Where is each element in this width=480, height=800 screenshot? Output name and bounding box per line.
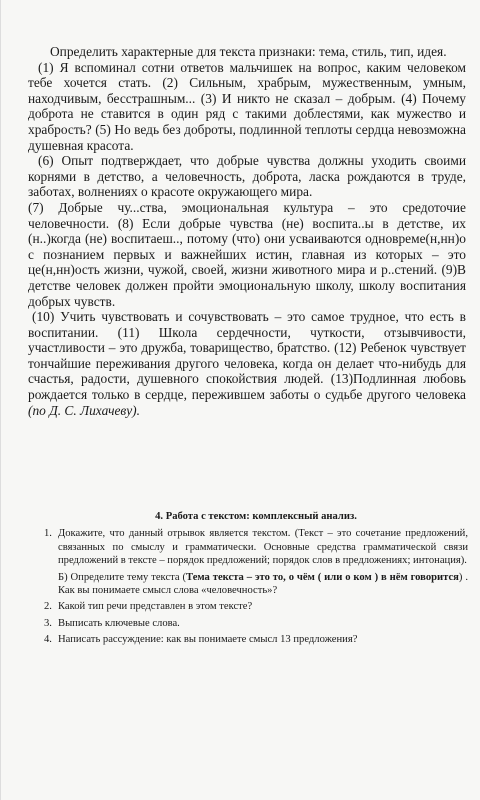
paragraph-4-text: (10) Учить чувствовать и сочувствовать – это самое трудное, что есть в воспитании. (11) Школа сердечности, чуткости, отзывчивости, участливости – это дружба, товарищество, братство. (12) Ребенок чувствует тончайшие переживания другого человека, когда он делает что-нибудь для счастья, радости, душевного спокойствия людей. (13)Подлинная любовь рождается только в сердце, пережившем заботы о судьбе другого человека xyxy=(28,309,466,403)
task-intro: Определить характерные для текста признаки: тема, стиль, тип, идея. xyxy=(50,44,447,59)
paragraph-3: (7) Добрые чу...ства, эмоциональная культура – это средоточие человечности. (8) Если добрые чувства (не) воспита..ы в детстве, их (н..)когда (не) воспитаеш.., потому (что) они усваиваются одновреме(н,нн)о с познанием первых и важнейших истин, главная из которых – это це(н,нн)ость жизни, чужой, своей, жизни животного мира и р..стений. (9)В детстве человек должен пройти эмоциональную школу, школу воспитания добрых чувств. xyxy=(28,199,466,309)
author-credit: (по Д. С. Лихачеву). xyxy=(28,402,140,418)
tasks-heading: 4. Работа с текстом: комплексный анализ. xyxy=(155,511,357,522)
paragraph-2: (6) Опыт подтверждает, что добрые чувства должны уходить своими корнями в детство, а человечность, доброта, ласка рождаются в труде, заботах, волнениях о красоте окружающего мира. xyxy=(28,153,466,200)
task-text: Написать рассуждение: как вы понимаете смысл 13 предложения? xyxy=(58,634,358,646)
task-text: Выписать ключевые слова. xyxy=(58,617,180,629)
task-text: Какой тип речи представлен в этом тексте? xyxy=(58,601,253,613)
sub-b-bold: Тема текста – это то, о чём ( или о ком ) в нём говорится xyxy=(186,571,459,583)
task-number: 2. xyxy=(44,601,52,613)
task-number: 4. xyxy=(44,634,52,646)
task-text: Докажите, что данный отрывок является текстом. (Текст – это сочетание предложений, связанных по смыслу и грамматически. Основные средства грамматической связи предложений в тексте – порядок предложений; порядок слов в предложениях; интонация). xyxy=(58,528,468,567)
sub-b-start: Б) Определите тему текста ( xyxy=(58,571,187,583)
task-item-4 xyxy=(44,633,468,646)
task-number: 1. xyxy=(44,528,52,540)
sub-b-end: ) . Как вы понимаете смысл слова «человечность»? xyxy=(58,571,468,597)
task-item-1b xyxy=(58,571,468,598)
paragraph-4 xyxy=(28,309,466,418)
paragraph-1: (1) Я вспоминал сотни ответов мальчишек на вопрос, каким человеком тебе хочется стать. (2) Сильным, храбрым, мужественным, умным, находчивым, бесстрашным... (3) И никто не сказал – добрым. (4) Почему доброта не ставится в один ряд с такими доблестями, как мужество и храбрость? (5) Но ведь без доброты, подлинной теплоты сердца невозможна душевная красота. xyxy=(28,59,466,153)
task-item-3 xyxy=(44,617,468,630)
task-item-1 xyxy=(44,527,468,567)
page-edge xyxy=(0,0,1,800)
task-number: 3. xyxy=(44,617,52,629)
task-item-2 xyxy=(44,600,468,613)
tasks-section xyxy=(44,510,468,650)
main-text xyxy=(28,44,466,418)
